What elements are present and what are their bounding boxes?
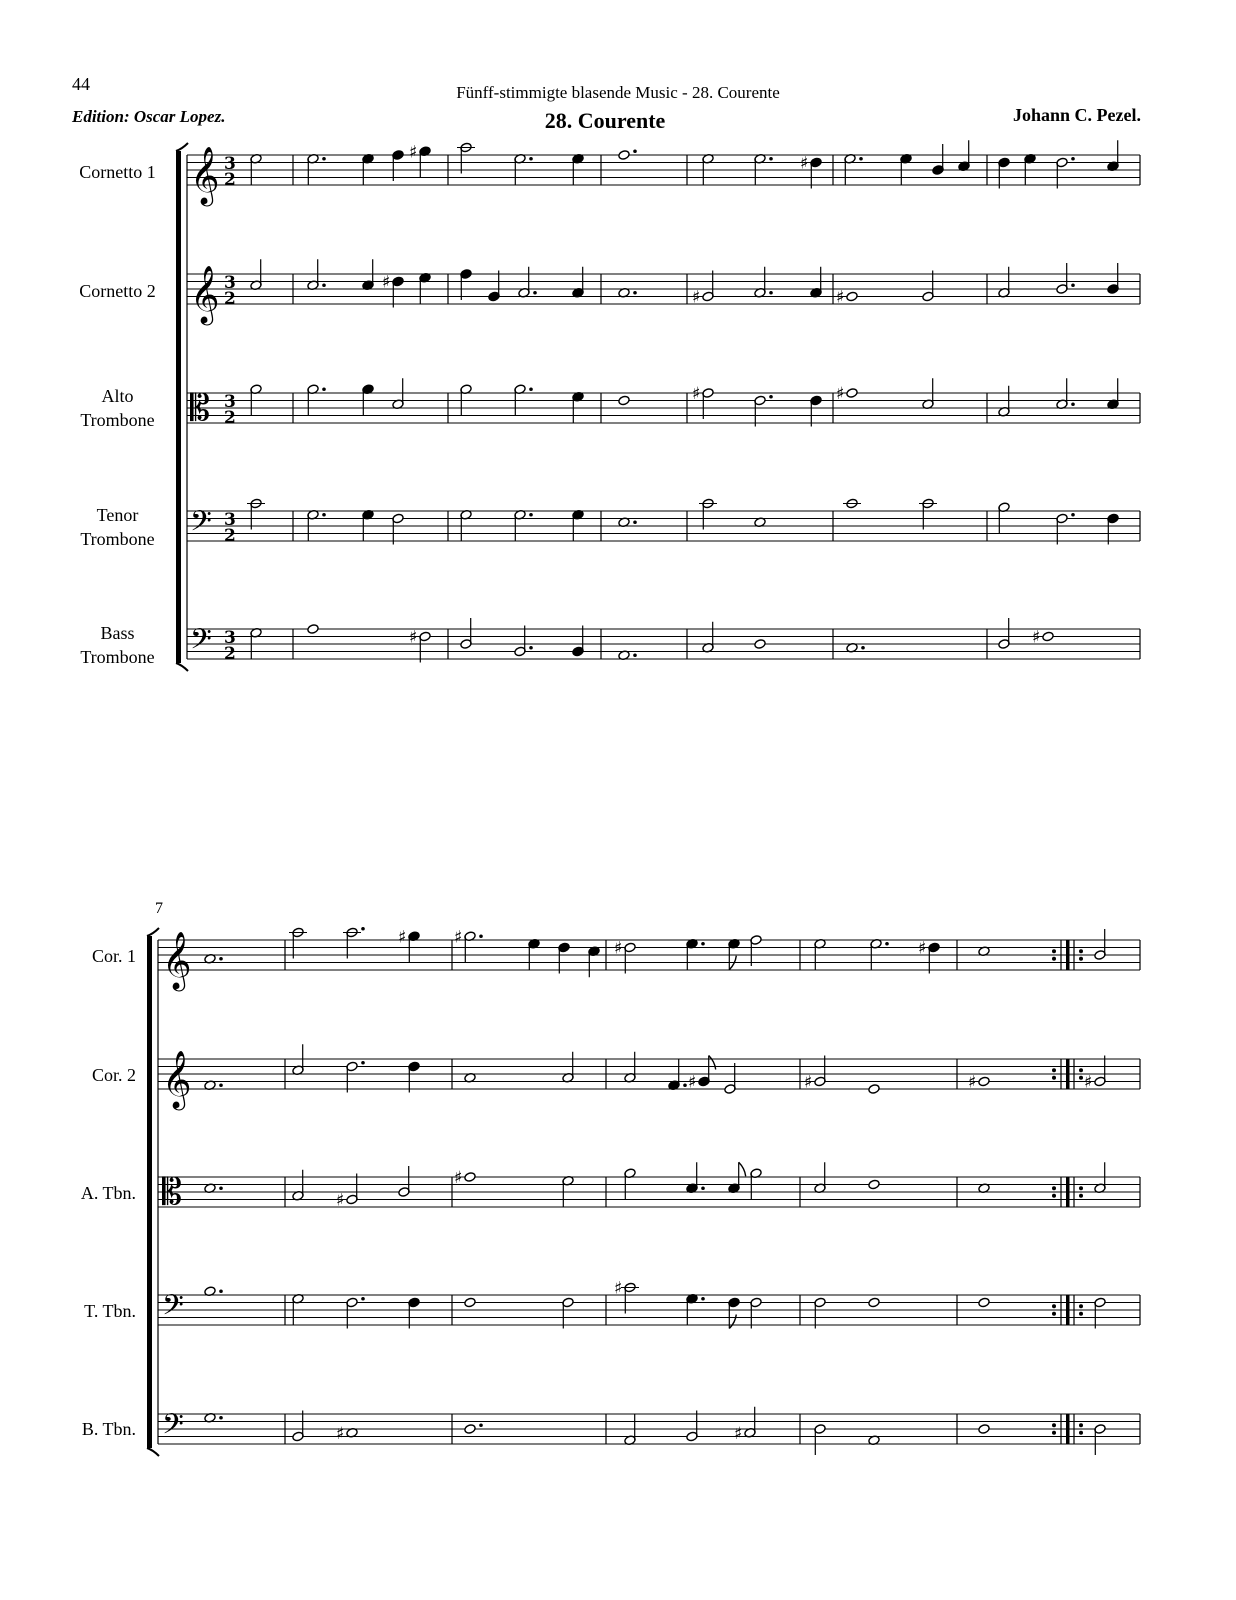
bracket-hook: [147, 928, 159, 936]
augmentation-dot: [219, 1289, 223, 1293]
alto-clef-icon: 𝄡: [190, 388, 211, 429]
augmentation-dot: [1071, 283, 1075, 287]
augmentation-dot: [322, 513, 326, 517]
sharp-icon: ♯: [836, 287, 845, 308]
sharp-icon: ♯: [692, 287, 701, 308]
augmentation-dot: [701, 1297, 705, 1301]
system-bracket: [147, 936, 152, 1448]
augmentation-dot: [219, 1083, 223, 1087]
instrument-label-t-tbn: T. Tbn.: [84, 1301, 136, 1321]
augmentation-dot: [219, 1416, 223, 1420]
sharp-icon: ♯: [836, 384, 845, 404]
repeat-thick-barline: [1066, 1177, 1070, 1207]
piece-title: 28. Courente: [544, 108, 666, 133]
bracket-hook: [176, 663, 188, 671]
note: [464, 1297, 476, 1308]
composer-name: Johann C. Pezel.: [1013, 105, 1141, 125]
instrument-label-line: Trombone: [80, 529, 155, 549]
time-signature-numerator: 3: [224, 510, 236, 530]
augmentation-dot: [529, 513, 533, 517]
augmentation-dot: [633, 291, 637, 295]
augmentation-dot: [533, 291, 537, 295]
repeat-dot: [1052, 1068, 1056, 1072]
augmentation-dot: [479, 1423, 483, 1427]
time-signature-denominator: 2: [224, 289, 236, 309]
instrument-label-cor-1: Cor. 1: [91, 946, 136, 966]
treble-clef-icon: 𝄞: [162, 1050, 192, 1108]
instrument-label-a-tbn: A. Tbn.: [80, 1183, 136, 1203]
augmentation-dot: [219, 957, 223, 961]
bass-clef-icon: 𝄢: [162, 1289, 184, 1329]
repeat-dot: [1079, 1068, 1083, 1072]
repeat-dot: [1079, 1304, 1083, 1308]
system-bracket: [176, 151, 181, 663]
sharp-icon: ♯: [692, 384, 701, 404]
sharp-icon: ♯: [409, 142, 418, 163]
repeat-dot: [1052, 1076, 1056, 1080]
repeat-thick-barline: [1066, 940, 1070, 970]
instrument-label-line: Trombone: [80, 410, 155, 430]
augmentation-dot: [361, 1061, 365, 1065]
augmentation-dot: [361, 1297, 365, 1301]
instrument-label-line: Cornetto 1: [79, 162, 156, 182]
eighth-flag: [739, 1162, 746, 1176]
time-signature-numerator: 3: [224, 273, 236, 293]
note: [978, 1424, 990, 1435]
augmentation-dot: [1071, 157, 1075, 161]
repeat-dot: [1079, 1431, 1083, 1435]
instrument-label-line: Trombone: [80, 647, 155, 667]
time-signature-numerator: 3: [224, 628, 236, 648]
repeat-dot: [1052, 1186, 1056, 1190]
eighth-flag: [729, 1315, 736, 1329]
sharp-icon: ♯: [1032, 627, 1041, 648]
treble-clef-icon: 𝄞: [190, 146, 220, 204]
repeat-dot: [1079, 1312, 1083, 1316]
time-signature-denominator: 2: [224, 526, 236, 546]
running-title: Fünff-stimmigte blasende Music - 28. Courente: [456, 83, 780, 102]
repeat-dot: [1052, 1312, 1056, 1316]
augmentation-dot: [322, 157, 326, 161]
treble-clef-icon: 𝄞: [190, 265, 220, 323]
sharp-icon: ♯: [336, 1190, 345, 1211]
sharp-icon: ♯: [409, 627, 418, 648]
repeat-dot: [1079, 1076, 1083, 1080]
repeat-dot: [1052, 949, 1056, 953]
note: [1042, 631, 1054, 642]
augmentation-dot: [859, 157, 863, 161]
time-signature-numerator: 3: [224, 154, 236, 174]
sharp-icon: ♯: [688, 1072, 697, 1093]
sharp-icon: ♯: [336, 1423, 345, 1444]
treble-clef-icon: 𝄞: [162, 931, 192, 989]
sharp-icon: ♯: [398, 927, 407, 948]
page-number: 44: [72, 74, 90, 94]
repeat-thick-barline: [1066, 1414, 1070, 1444]
augmentation-dot: [769, 395, 773, 399]
augmentation-dot: [219, 1186, 223, 1190]
sharp-icon: ♯: [382, 272, 391, 293]
augmentation-dot: [361, 927, 365, 931]
bass-clef-icon: 𝄢: [190, 505, 212, 545]
augmentation-dot: [529, 646, 533, 650]
measure-number: 7: [155, 900, 163, 917]
edition-credit: Edition: Oscar Lopez.: [72, 107, 226, 126]
note: [846, 291, 858, 302]
note: [754, 639, 766, 650]
instrument-label-line: Alto: [101, 386, 134, 406]
repeat-dot: [1079, 1186, 1083, 1190]
sharp-icon: ♯: [614, 938, 623, 959]
augmentation-dot: [769, 291, 773, 295]
note: [868, 1179, 880, 1190]
instrument-label-b-tbn: B. Tbn.: [81, 1419, 136, 1439]
augmentation-dot: [701, 942, 705, 946]
note: [978, 1076, 990, 1087]
note: [846, 388, 858, 399]
repeat-dot: [1052, 1304, 1056, 1308]
augmentation-dot: [633, 653, 637, 657]
augmentation-dot: [529, 387, 533, 391]
sharp-icon: ♯: [804, 1072, 813, 1093]
instrument-label-line: Cornetto 2: [79, 281, 156, 301]
bracket-hook: [147, 1448, 159, 1456]
repeat-dot: [1079, 1194, 1083, 1198]
eighth-flag: [709, 1056, 716, 1070]
augmentation-dot: [1071, 402, 1075, 406]
repeat-thick-barline: [1066, 1295, 1070, 1325]
sharp-icon: ♯: [614, 1278, 623, 1299]
augmentation-dot: [861, 646, 865, 650]
time-signature-denominator: 2: [224, 170, 236, 190]
augmentation-dot: [683, 1083, 687, 1087]
augmentation-dot: [322, 387, 326, 391]
bass-clef-icon: 𝄢: [162, 1408, 184, 1448]
repeat-dot: [1079, 1423, 1083, 1427]
note: [618, 395, 630, 406]
time-signature-denominator: 2: [224, 644, 236, 664]
repeat-dot: [1052, 1194, 1056, 1198]
repeat-dot: [1052, 957, 1056, 961]
repeat-dot: [1079, 949, 1083, 953]
augmentation-dot: [322, 283, 326, 287]
note: [978, 1297, 990, 1308]
note: [618, 150, 630, 161]
bass-clef-icon: 𝄢: [190, 623, 212, 663]
repeat-dot: [1052, 1423, 1056, 1427]
repeat-dot: [1052, 1431, 1056, 1435]
note: [868, 1084, 880, 1095]
augmentation-dot: [885, 942, 889, 946]
augmentation-dot: [769, 157, 773, 161]
sharp-icon: ♯: [968, 1072, 977, 1093]
augmentation-dot: [701, 1186, 705, 1190]
sharp-icon: ♯: [454, 1168, 463, 1188]
augmentation-dot: [633, 149, 637, 153]
augmentation-dot: [633, 520, 637, 524]
instrument-label-line: Bass: [100, 623, 135, 643]
time-signature-numerator: 3: [224, 392, 236, 412]
time-signature-denominator: 2: [224, 408, 236, 428]
sharp-icon: ♯: [1084, 1072, 1093, 1093]
note: [464, 1424, 476, 1435]
sharp-icon: ♯: [918, 938, 927, 959]
repeat-thick-barline: [1066, 1059, 1070, 1089]
instrument-label-cor-2: Cor. 2: [91, 1065, 136, 1085]
repeat-dot: [1079, 957, 1083, 961]
note: [868, 1297, 880, 1308]
sharp-icon: ♯: [734, 1423, 743, 1444]
bracket-hook: [176, 143, 188, 151]
sharp-icon: ♯: [454, 927, 463, 948]
note: [464, 1172, 476, 1183]
sharp-icon: ♯: [800, 153, 809, 174]
augmentation-dot: [529, 157, 533, 161]
augmentation-dot: [1071, 513, 1075, 517]
alto-clef-icon: 𝄡: [162, 1172, 183, 1213]
note: [307, 624, 319, 635]
instrument-label-line: Tenor: [96, 505, 139, 525]
augmentation-dot: [479, 934, 483, 938]
